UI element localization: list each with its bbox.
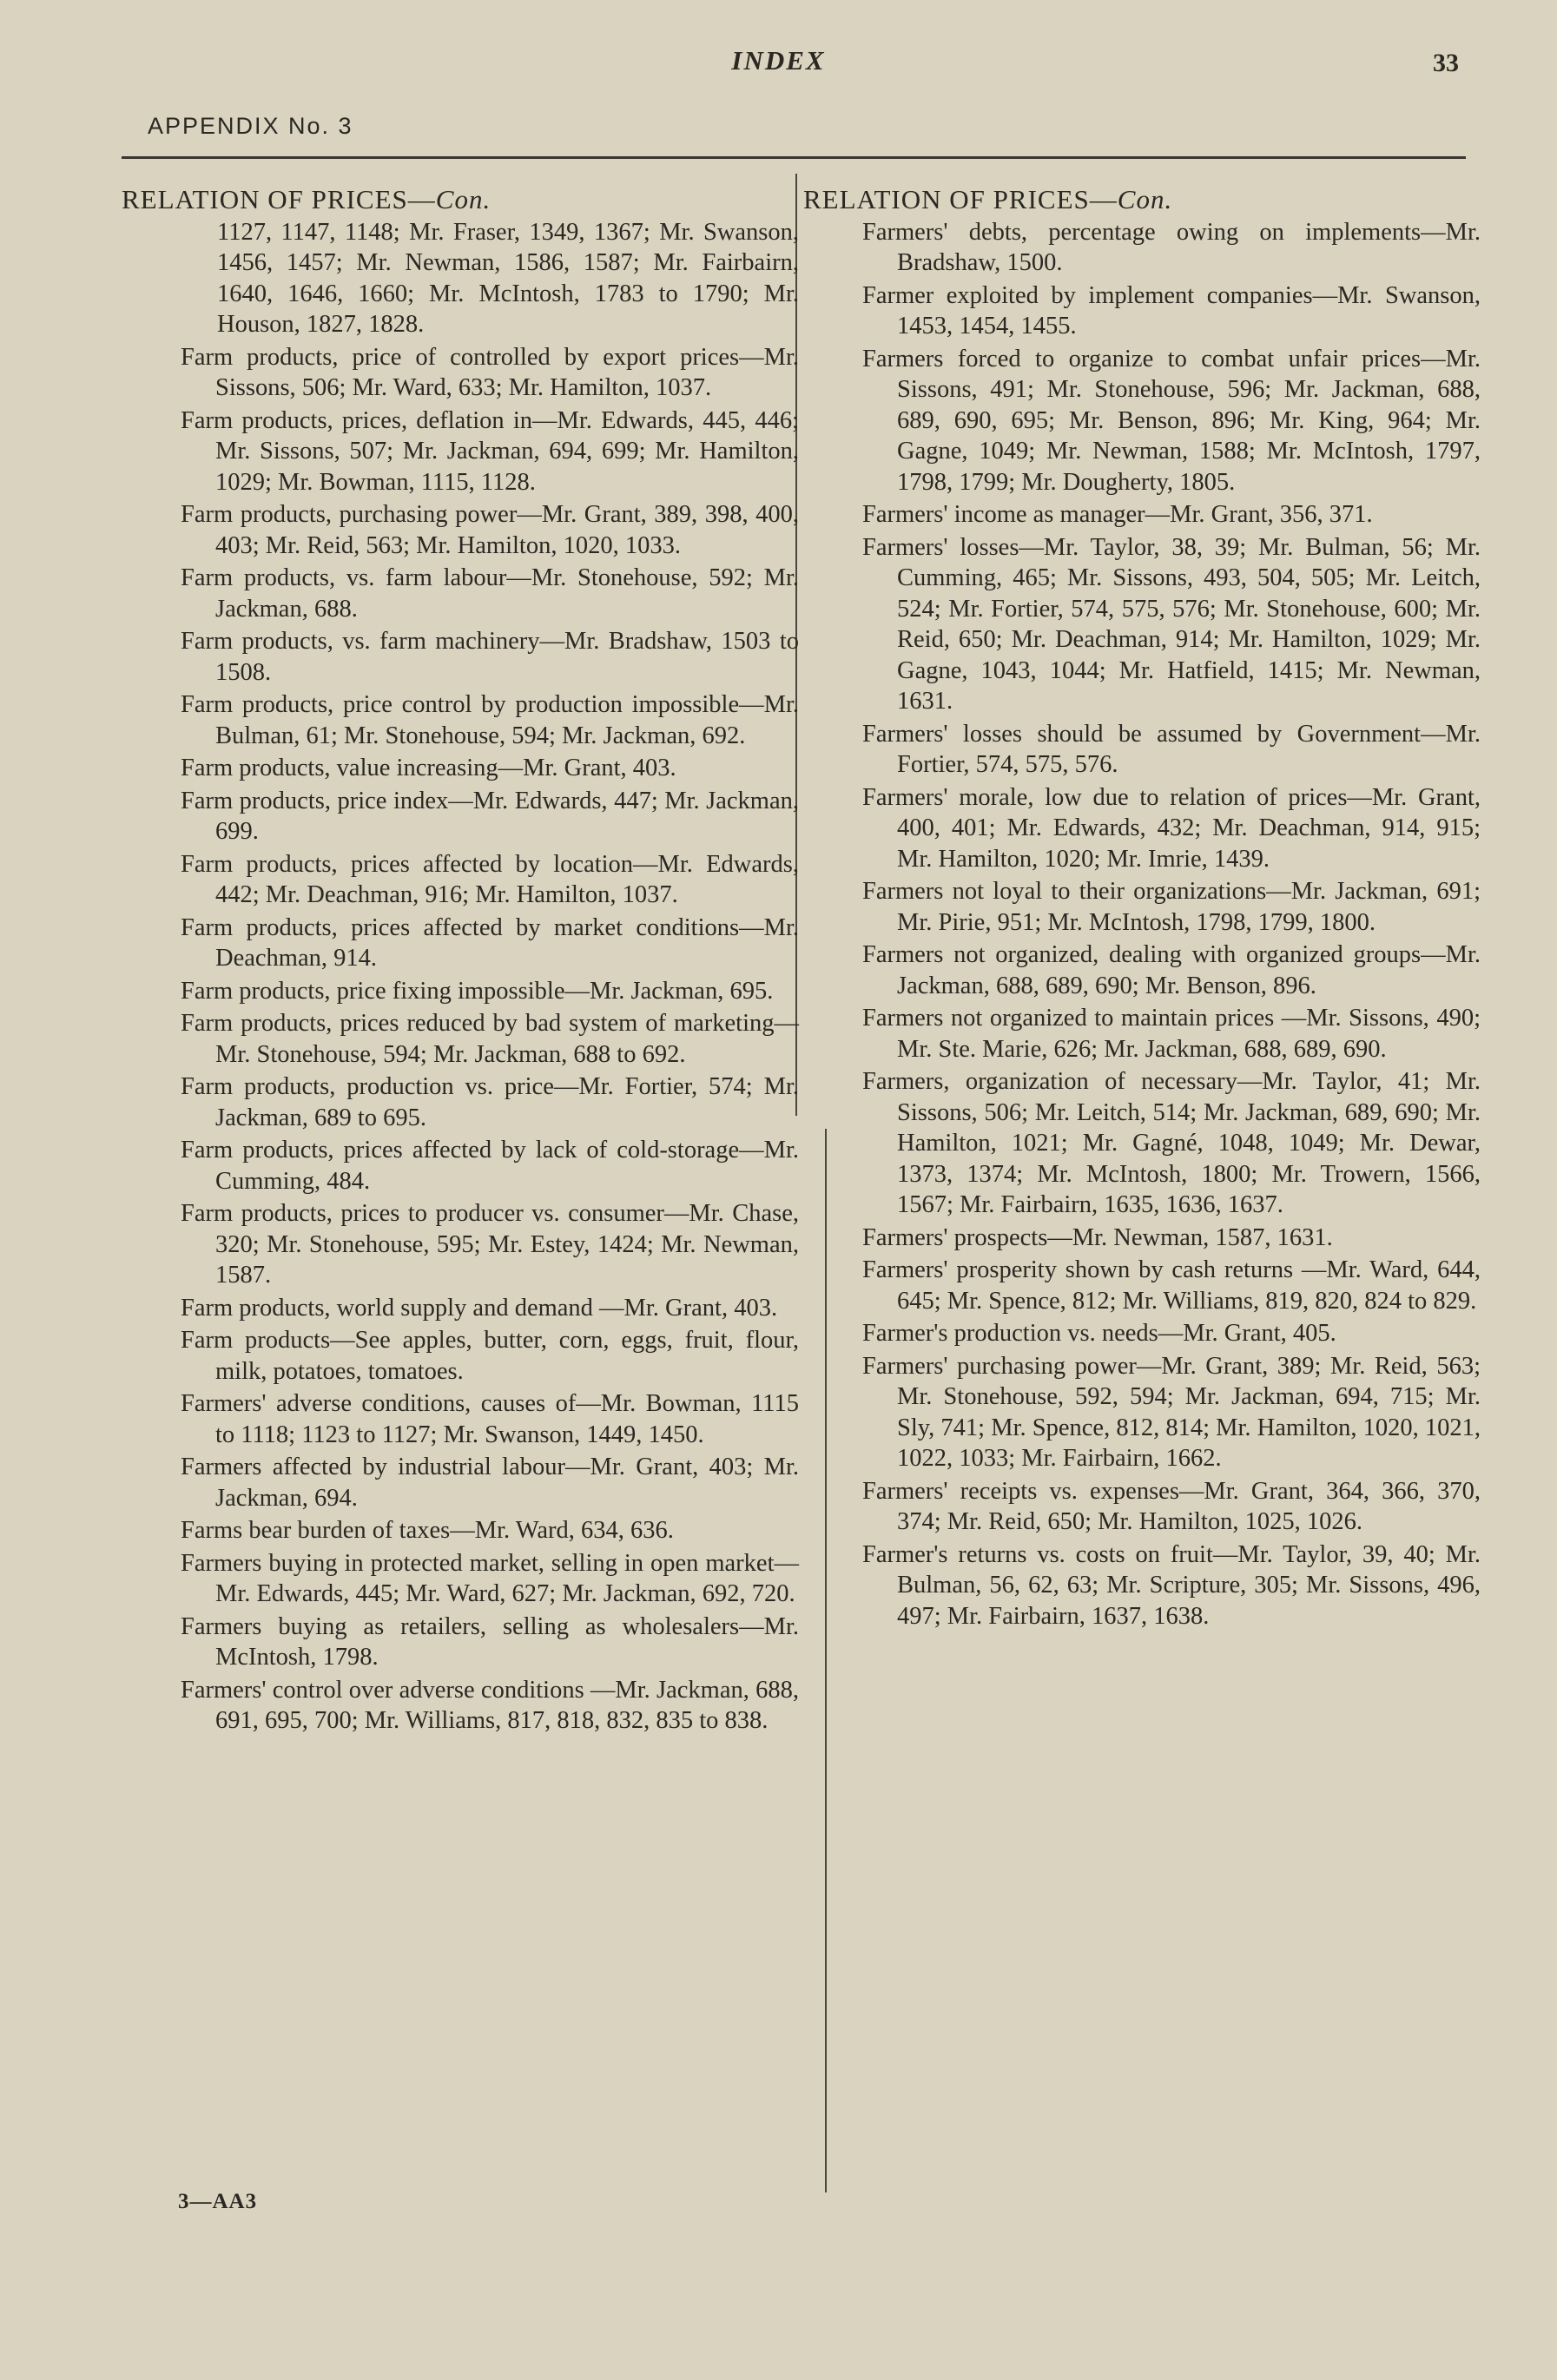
left-entries (122, 342, 799, 1737)
index-entry: Farm products, prices to producer vs. consumer—Mr. Chase, 320; Mr. Stonehouse, 595; Mr. Estey, 1424; Mr. Newman, 1587. (181, 1200, 799, 1289)
index-entry: Farmers' debts, percentage owing on implements—Mr. Bradshaw, 1500. (862, 218, 1481, 276)
index-entry: Farmers' receipts vs. expenses—Mr. Grant, 364, 366, 370, 374; Mr. Reid, 650; Mr. Hamilton, 1025, 1026. (862, 1477, 1481, 1535)
left-column (122, 184, 799, 1738)
index-entry: Farmers' purchasing power—Mr. Grant, 389; Mr. Reid, 563; Mr. Stonehouse, 592, 594; Mr. Jackman, 694, 715; Mr. Sly, 741; Mr. Spence, 812, 814; Mr. Hamilton, 1020, 1021, 1022, 1033; Mr. Fairbairn, 1662. (862, 1352, 1481, 1472)
heading-con: Con. (435, 184, 492, 214)
index-entry: Farmers buying as retailers, selling as wholesalers—Mr. McIntosh, 1798. (181, 1612, 799, 1671)
index-entry: Farm products, price of controlled by export prices—Mr. Sissons, 506; Mr. Ward, 633; Mr. Hamilton, 1037. (181, 343, 799, 401)
index-entry: Farm products, vs. farm labour—Mr. Stonehouse, 592; Mr. Jackman, 688. (181, 564, 799, 623)
index-entry: Farm products, prices affected by lack of cold-storage—Mr. Cumming, 484. (181, 1137, 799, 1195)
heading-text: RELATION OF PRICES— (803, 184, 1118, 214)
heading-con: Con. (1117, 184, 1173, 214)
page-number: 33 (1433, 49, 1459, 77)
index-entry: Farmers not organized to maintain prices —Mr. Sissons, 490; Mr. Ste. Marie, 626; Mr. Jackman, 688, 689, 690. (862, 1005, 1481, 1063)
index-entry: Farm products, price fixing impossible—Mr. Jackman, 695. (181, 977, 774, 1005)
index-entry: Farmer's production vs. needs—Mr. Grant, 405. (862, 1320, 1336, 1347)
index-entry: Farmers not loyal to their organizations—Mr. Jackman, 691; Mr. Pirie, 951; Mr. McIntosh, 1798, 1799, 1800. (862, 878, 1481, 936)
heading-text: RELATION OF PRICES— (122, 184, 436, 214)
index-entry: Farmers' adverse conditions, causes of—Mr. Bowman, 1115 to 1118; 1123 to 1127; Mr. Swanson, 1449, 1450. (181, 1390, 799, 1448)
signature-code: 3—AA3 (178, 2190, 258, 2213)
running-title: INDEX (731, 45, 826, 76)
index-entry: Farm products, production vs. price—Mr. Fortier, 574; Mr. Jackman, 689 to 695. (181, 1073, 799, 1131)
index-entry: Farmers affected by industrial labour—Mr. Grant, 403; Mr. Jackman, 694. (181, 1454, 799, 1512)
index-entry: Farmers' control over adverse conditions —Mr. Jackman, 688, 691, 695, 700; Mr. Williams, 817, 818, 832, 835 to 838. (181, 1676, 799, 1734)
appendix-label: APPENDIX No. 3 (148, 113, 353, 139)
index-entry: Farmer's returns vs. costs on fruit—Mr. Taylor, 39, 40; Mr. Bulman, 56, 62, 63; Mr. Scripture, 305; Mr. Sissons, 496, 497; Mr. Fairbairn, 1637, 1638. (862, 1540, 1481, 1630)
index-entry: Farmers' income as manager—Mr. Grant, 356, 371. (862, 501, 1373, 528)
index-entry: Farmers' losses should be assumed by Government—Mr. Fortier, 574, 575, 576. (862, 720, 1481, 778)
index-entry: Farm products, price control by production impossible—Mr. Bulman, 61; Mr. Stonehouse, 594; Mr. Jackman, 692. (181, 691, 799, 749)
index-entry: Farmers not organized, dealing with organized groups—Mr. Jackman, 688, 689, 690; Mr. Benson, 896. (862, 941, 1481, 999)
index-entry: Farm products, price index—Mr. Edwards, 447; Mr. Jackman, 699. (181, 787, 799, 845)
right-column-heading (803, 184, 1481, 215)
continuation-entry: 1127, 1147, 1148; Mr. Fraser, 1349, 1367; Mr. Swanson, 1456, 1457; Mr. Newman, 1586, 1587; Mr. Fairbairn, 1640, 1646, 1660; Mr. McIntosh, 1783 to 1790; Mr. Houson, 1827, 1828. (217, 218, 799, 338)
index-entry: Farmers' losses—Mr. Taylor, 38, 39; Mr. Bulman, 56; Mr. Cumming, 465; Mr. Sissons, 493, 504, 505; Mr. Leitch, 524; Mr. Fortier, 574, 575, 576; Mr. Stonehouse, 600; Mr. Reid, 650; Mr. Deachman, 914; Mr. Hamilton, 1029; Mr. Gagne, 1043, 1044; Mr. Hatfield, 1415; Mr. Newman, 1631. (862, 533, 1481, 715)
right-column (803, 184, 1481, 1633)
index-entry: Farm products, prices reduced by bad system of marketing—Mr. Stonehouse, 594; Mr. Jackman, 688 to 692. (181, 1010, 799, 1068)
index-entry: Farms bear burden of taxes—Mr. Ward, 634, 636. (181, 1517, 674, 1544)
index-entry: Farmers' morale, low due to relation of prices—Mr. Grant, 400, 401; Mr. Edwards, 432; Mr. Deachman, 914, 915; Mr. Hamilton, 1020; Mr. Imrie, 1439. (862, 783, 1481, 873)
index-entry: Farmers buying in protected market, selling in open market—Mr. Edwards, 445; Mr. Ward, 627; Mr. Jackman, 692, 720. (181, 1549, 799, 1607)
index-entry: Farm products, prices, deflation in—Mr. Edwards, 445, 446; Mr. Sissons, 507; Mr. Jackman, 694, 699; Mr. Hamilton, 1029; Mr. Bowman, 1115, 1128. (181, 406, 799, 496)
header-rule (122, 156, 1466, 159)
index-entry: Farm products, vs. farm machinery—Mr. Bradshaw, 1503 to 1508. (181, 628, 799, 686)
index-entry: Farmer exploited by implement companies—Mr. Swanson, 1453, 1454, 1455. (862, 281, 1481, 340)
index-entry: Farm products, purchasing power—Mr. Grant, 389, 398, 400, 403; Mr. Reid, 563; Mr. Hamilton, 1020, 1033. (181, 501, 799, 559)
index-entry: Farm products, value increasing—Mr. Grant, 403. (181, 755, 676, 781)
index-entry: Farm products, world supply and demand —Mr. Grant, 403. (181, 1294, 778, 1322)
right-entries (803, 217, 1481, 1632)
index-entry: Farmers forced to organize to combat unfair prices—Mr. Sissons, 491; Mr. Stonehouse, 596; Mr. Jackman, 688, 689, 690, 695; Mr. Benson, 896; Mr. King, 964; Mr. Gagne, 1049; Mr. Newman, 1588; Mr. McIntosh, 1797, 1798, 1799; Mr. Dougherty, 1805. (862, 345, 1481, 496)
left-column-heading (122, 184, 799, 215)
index-entry: Farmers, organization of necessary—Mr. Taylor, 41; Mr. Sissons, 506; Mr. Leitch, 514; Mr. Jackman, 689, 690; Mr. Hamilton, 1021; Mr. Gagné, 1048, 1049; Mr. Dewar, 1373, 1374; Mr. McIntosh, 1800; Mr. Trowern, 1566, 1567; Mr. Fairbairn, 1635, 1636, 1637. (862, 1068, 1481, 1218)
index-entry: Farm products, prices affected by market conditions—Mr. Deachman, 914. (181, 913, 799, 972)
index-entry: Farm products, prices affected by location—Mr. Edwards, 442; Mr. Deachman, 916; Mr. Hamilton, 1037. (181, 850, 799, 908)
index-entry: Farmers' prosperity shown by cash returns —Mr. Ward, 644, 645; Mr. Spence, 812; Mr. Williams, 819, 820, 824 to 829. (862, 1256, 1481, 1315)
index-entry: Farmers' prospects—Mr. Newman, 1587, 1631. (862, 1223, 1333, 1251)
index-entry: Farm products—See apples, butter, corn, eggs, fruit, flour, milk, potatoes, tomatoes. (181, 1327, 799, 1385)
